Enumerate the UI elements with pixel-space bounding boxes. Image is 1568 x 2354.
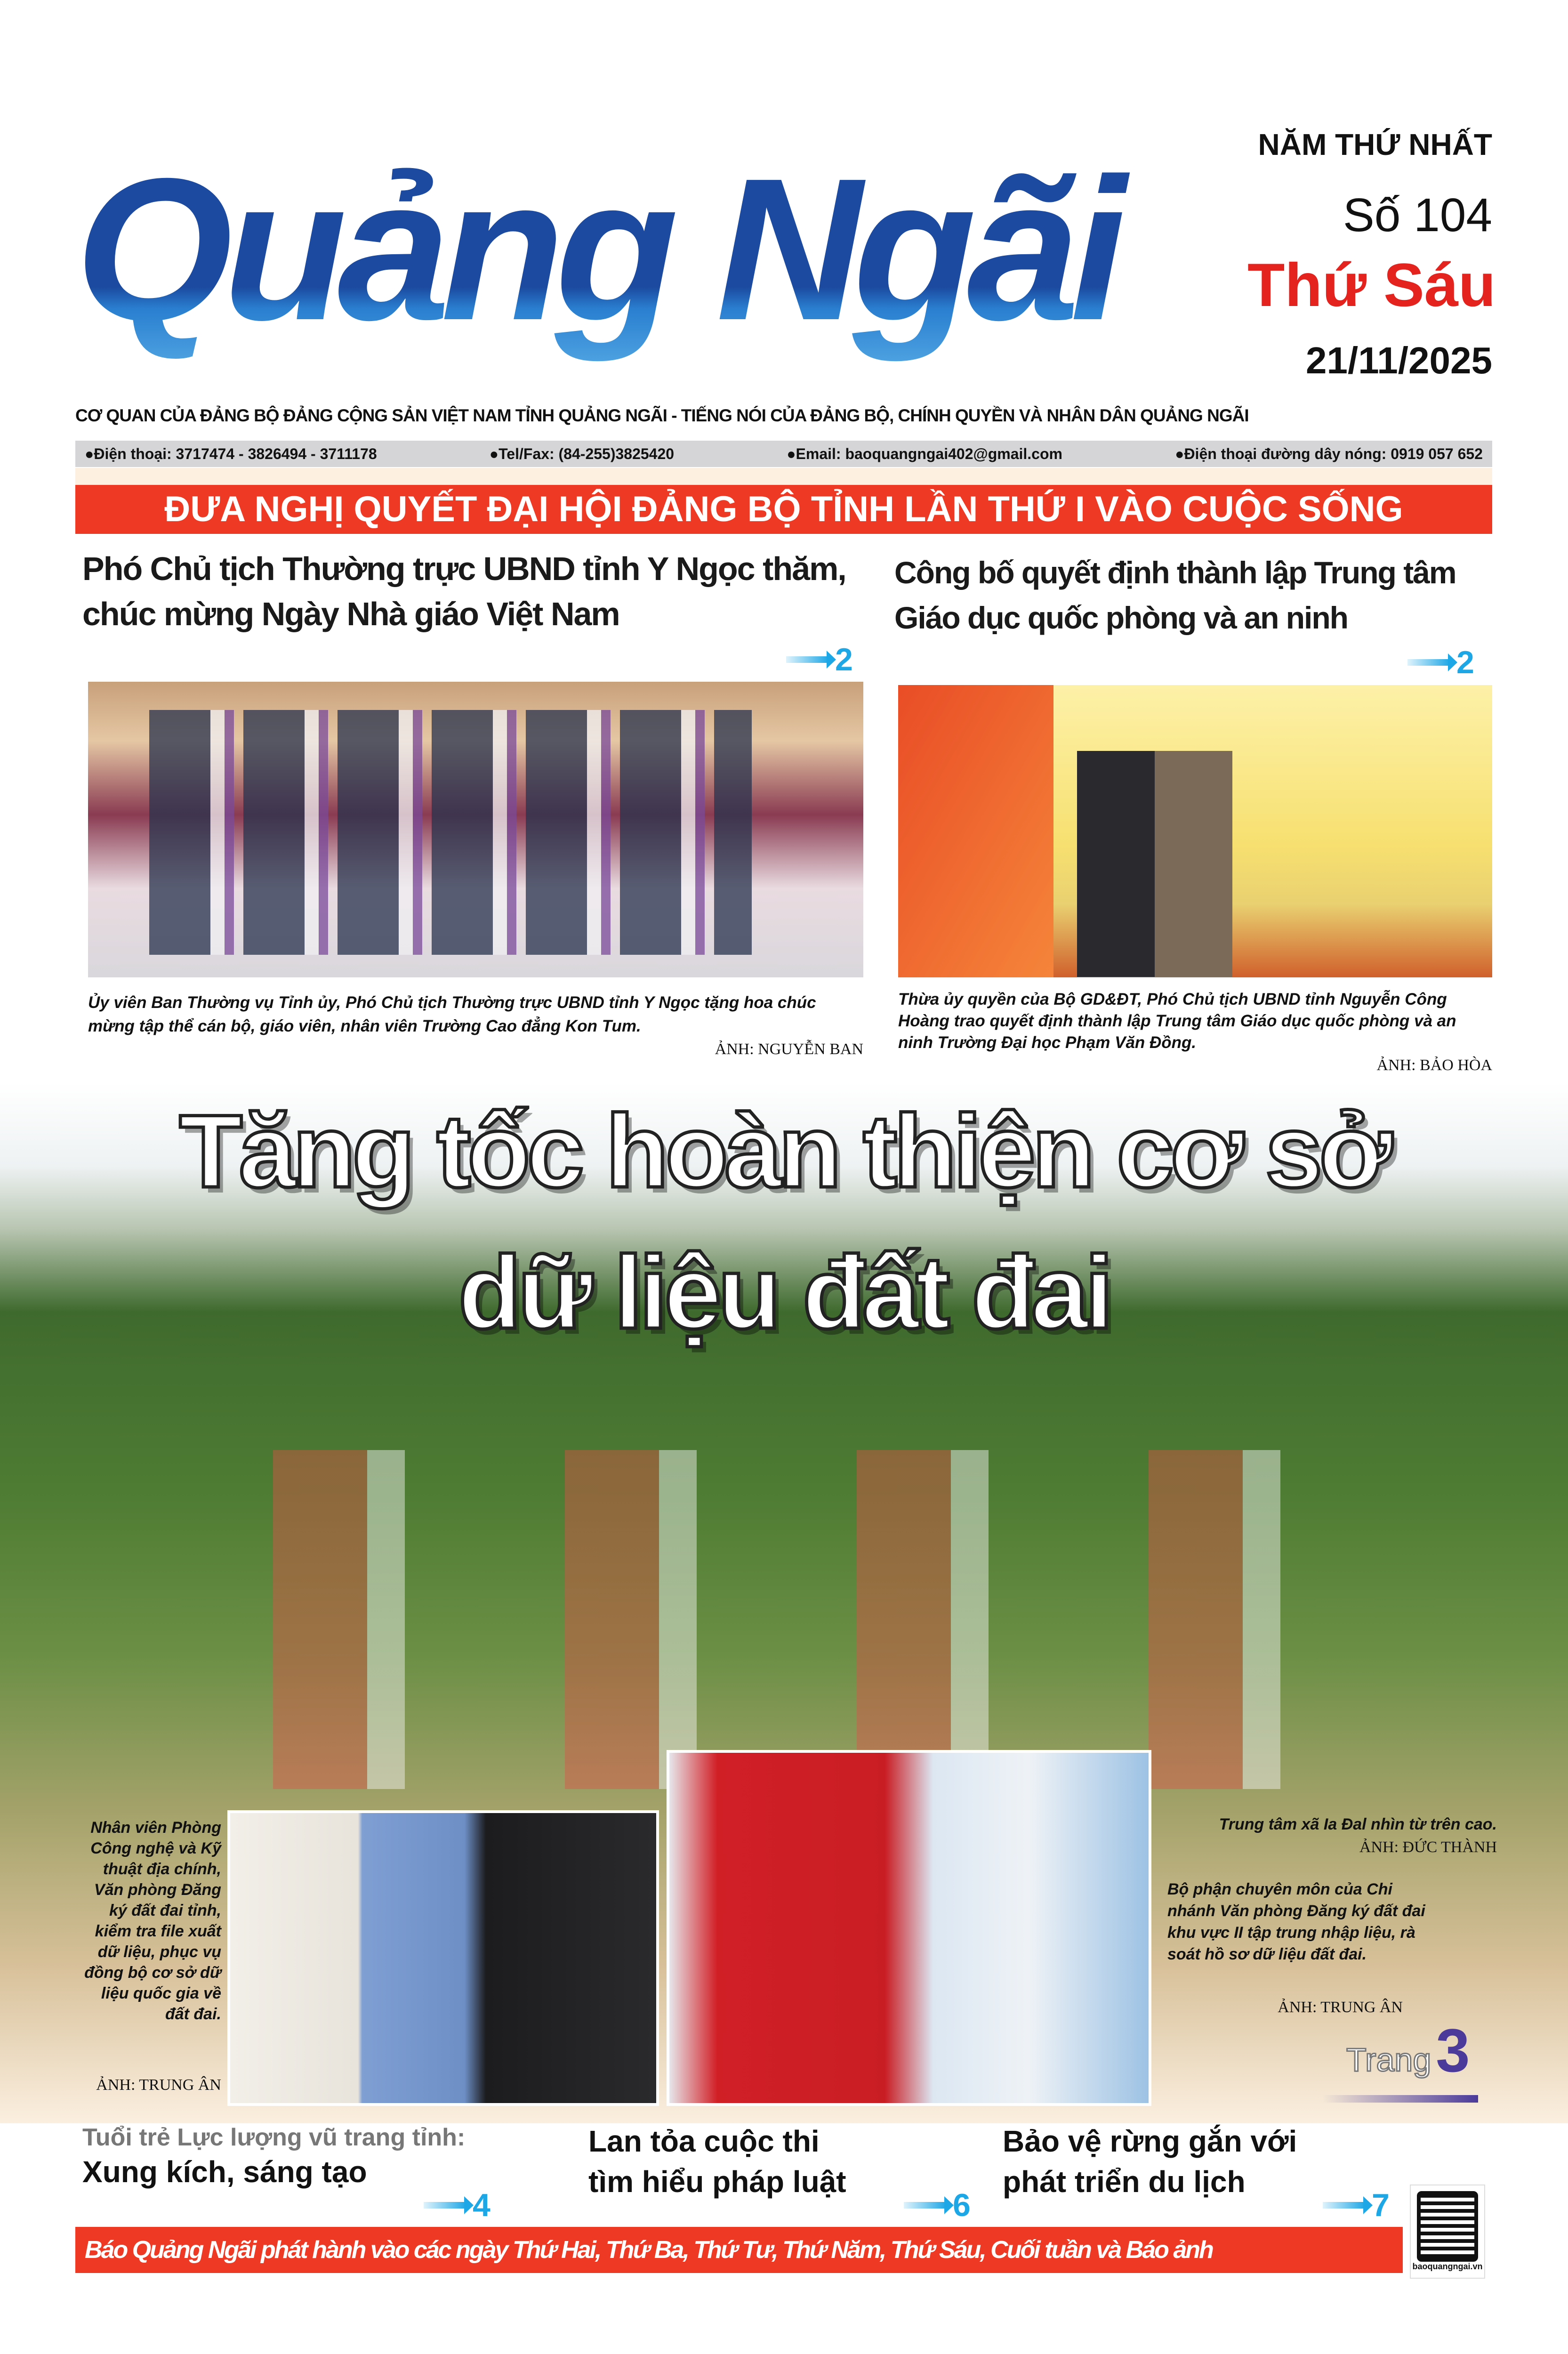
page-ref[interactable]: 4: [424, 2187, 491, 2224]
page-ref[interactable]: 7: [1323, 2187, 1390, 2224]
story-headline[interactable]: Công bố quyết định thành lập Trung tâm Giáo dục quốc phòng và an ninh: [894, 555, 1456, 635]
photo-credit: ẢNH: BẢO HÒA: [1376, 1056, 1492, 1074]
contact-email: ●Email: baoquangngai402@gmail.com: [787, 445, 1062, 462]
arrow-right-icon: [904, 2202, 946, 2209]
inset-caption-right: Bộ phận chuyên môn của Chi nhánh Văn phòng Đăng ký đất đai khu vực II tập trung nhập liệu, rà soát hồ sơ dữ liệu đất đai.: [1167, 1880, 1425, 1963]
arrow-right-icon: [786, 656, 828, 663]
backdrop-red: [898, 685, 1053, 977]
weekday: Thứ Sáu: [1247, 250, 1496, 319]
qr-code-icon: [1417, 2191, 1478, 2262]
arrow-right-icon: [1323, 2202, 1365, 2209]
qr-code[interactable]: baoquangngai.vn: [1410, 2185, 1485, 2279]
issue-number: Số 104: [1343, 189, 1492, 242]
buildings: [188, 1450, 1412, 1789]
contact-fax: ●Tel/Fax: (84-255)3825420: [489, 445, 675, 462]
footer-banner: Báo Quảng Ngãi phát hành vào các ngày Thứ Hai, Thứ Ba, Thứ Tư, Thứ Năm, Thứ Sáu, Cuối tuần và Báo ảnh: [75, 2227, 1403, 2273]
page-ref[interactable]: 2: [786, 641, 853, 678]
photo-caption: Ủy viên Ban Thường vụ Tỉnh ủy, Phó Chủ tịch Thường trực UBND tỉnh Y Ngọc tặng hoa chúc mừng tập thể cán bộ, giáo viên, nhân viên Trường Cao đẳng Kon Tum.: [88, 993, 816, 1035]
contact-phone: ●Điện thoại: 3717474 - 3826494 - 3711178: [85, 445, 377, 462]
inset-caption-left: Nhân viên Phòng Công nghệ và Kỹ thuật địa chính, Văn phòng Đăng ký đất đai tỉnh, kiểm tra file xuất dữ liệu, phục vụ đồng bộ cơ sở dữ liệu quốc gia về đất đai.: [84, 1819, 221, 2023]
tagline: CƠ QUAN CỦA ĐẢNG BỘ ĐẢNG CỘNG SẢN VIỆT NAM TỈNH QUẢNG NGÃI - TIẾNG NÓI CỦA ĐẢNG BỘ, CHÍNH QUYỀN VÀ NHÂN DÂN QUẢNG NGÃI: [75, 406, 1249, 425]
photo-credit: ẢNH: TRUNG ÂN: [96, 2076, 221, 2094]
people-silhouettes: [1077, 751, 1232, 977]
divider: [75, 468, 1492, 485]
page-ref[interactable]: 2: [1407, 644, 1474, 681]
masthead-logo: Quảng Ngãi: [75, 118, 1224, 391]
story-photo: [88, 682, 863, 977]
people-silhouettes: [149, 710, 752, 955]
page-ref[interactable]: 6: [904, 2187, 971, 2224]
inset-photo-office: [667, 1750, 1151, 2106]
arrow-right-icon: [1323, 2095, 1478, 2103]
photo-credit: ẢNH: NGUYỄN BAN: [715, 1040, 863, 1058]
arrow-right-icon: [424, 2202, 466, 2209]
photo-caption: Thừa ủy quyền của Bộ GD&ĐT, Phó Chủ tịch UBND tỉnh Nguyễn Công Hoàng trao quyết định thành lập Trung tâm Giáo dục quốc phòng và an ninh Trường Đại học Phạm Văn Đồng.: [898, 990, 1456, 1052]
photo-credit: ẢNH: ĐỨC THÀNH: [1359, 1838, 1497, 1856]
teaser[interactable]: Lan tỏa cuộc thi tìm hiểu pháp luật: [588, 2124, 846, 2199]
story-headline[interactable]: Phó Chủ tịch Thường trực UBND tỉnh Y Ngọc thăm, chúc mừng Ngày Nhà giáo Việt Nam: [82, 550, 846, 632]
issue-date: 21/11/2025: [1306, 339, 1492, 381]
section-banner: ĐƯA NGHỊ QUYẾT ĐẠI HỘI ĐẢNG BỘ TỈNH LẦN THỨ I VÀO CUỘC SỐNG: [75, 485, 1492, 534]
arrow-right-icon: [1407, 659, 1450, 666]
teaser[interactable]: Tuổi trẻ Lực lượng vũ trang tỉnh: Xung kích, sáng tạo: [82, 2124, 466, 2189]
inset-photo-server: [227, 1810, 659, 2106]
story-photo: [898, 685, 1492, 977]
lead-headline-line1[interactable]: Tăng tốc hoàn thiện cơ sở: [179, 1093, 1389, 1209]
aerial-caption: Trung tâm xã Ia Đal nhìn từ trên cao.: [1219, 1815, 1497, 1833]
teaser[interactable]: Bảo vệ rừng gắn với phát triển du lịch: [1003, 2124, 1297, 2199]
page-ref-lead[interactable]: Trang 3: [1346, 2016, 1470, 2085]
photo-credit: ẢNH: TRUNG ÂN: [1278, 1999, 1403, 2016]
contact-hotline: ●Điện thoại đường dây nóng: 0919 057 652: [1175, 445, 1483, 462]
lead-headline-line2[interactable]: dữ liệu đất đai: [458, 1234, 1110, 1350]
contact-bar: [75, 441, 1492, 467]
year-label: NĂM THỨ NHẤT: [1258, 128, 1492, 161]
